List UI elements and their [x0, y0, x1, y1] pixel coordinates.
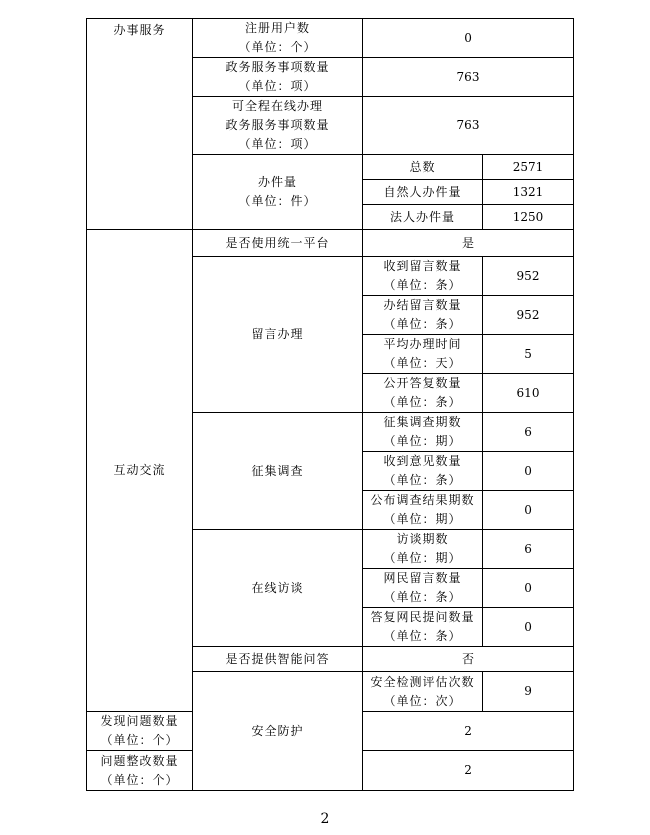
value-interview-periods: 6 — [483, 530, 574, 569]
value-cases-natural: 1321 — [483, 180, 574, 205]
section-title-interaction: 互动交流 — [87, 230, 193, 712]
value-security-checks: 9 — [483, 672, 574, 712]
section-title-security: 安全防护 — [193, 672, 363, 791]
value-messages-resolved: 952 — [483, 296, 574, 335]
table-row — [87, 19, 574, 58]
row-label-service-items: 政务服务事项数量 （单位：项） — [193, 58, 363, 97]
value-cases-total: 2571 — [483, 155, 574, 180]
value-smart-qa: 否 — [363, 647, 574, 672]
sub-label-cases-legal: 法人办件量 — [363, 205, 483, 230]
sub-label-interview-periods: 访谈期数 （单位：期） — [363, 530, 483, 569]
row-label-security-checks: 安全检测评估次数 （单位：次） — [363, 672, 483, 712]
row-label-registered-users: 注册用户数 （单位：个） — [193, 19, 363, 58]
sub-label-messages-avg-time: 平均办理时间 （单位：天） — [363, 335, 483, 374]
value-messages-received: 952 — [483, 257, 574, 296]
row-label-survey: 征集调查 — [193, 413, 363, 530]
row-label-cases: 办件量 （单位：件） — [193, 155, 363, 230]
sub-label-survey-opinions: 收到意见数量 （单位：条） — [363, 452, 483, 491]
value-online-items: 763 — [363, 97, 574, 155]
row-label-security-fixed: 问题整改数量 （单位：个） — [87, 751, 193, 791]
value-interview-messages: 0 — [483, 569, 574, 608]
row-label-messages: 留言办理 — [193, 257, 363, 413]
sub-label-messages-resolved: 办结留言数量 （单位：条） — [363, 296, 483, 335]
sub-label-cases-natural: 自然人办件量 — [363, 180, 483, 205]
sub-label-survey-periods: 征集调查期数 （单位：期） — [363, 413, 483, 452]
row-label-smart-qa: 是否提供智能问答 — [193, 647, 363, 672]
value-cases-legal: 1250 — [483, 205, 574, 230]
statistics-table — [86, 18, 574, 791]
value-survey-periods: 6 — [483, 413, 574, 452]
value-survey-opinions: 0 — [483, 452, 574, 491]
sub-label-messages-public-replies: 公开答复数量 （单位：条） — [363, 374, 483, 413]
row-label-interview: 在线访谈 — [193, 530, 363, 647]
value-messages-public-replies: 610 — [483, 374, 574, 413]
sub-label-survey-results: 公布调查结果期数 （单位：期） — [363, 491, 483, 530]
row-label-security-issues: 发现问题数量 （单位：个） — [87, 712, 193, 751]
sub-label-cases-total: 总数 — [363, 155, 483, 180]
value-registered-users: 0 — [363, 19, 574, 58]
row-label-online-items: 可全程在线办理 政务服务事项数量 （单位：项） — [193, 97, 363, 155]
sub-label-interview-messages: 网民留言数量 （单位：条） — [363, 569, 483, 608]
value-messages-avg-time: 5 — [483, 335, 574, 374]
row-label-unified-platform: 是否使用统一平台 — [193, 230, 363, 257]
sub-label-interview-answers: 答复网民提问数量 （单位：条） — [363, 608, 483, 647]
page-number: 2 — [320, 811, 330, 827]
value-survey-results: 0 — [483, 491, 574, 530]
sub-label-messages-received: 收到留言数量 （单位：条） — [363, 257, 483, 296]
value-service-items: 763 — [363, 58, 574, 97]
value-unified-platform: 是 — [363, 230, 574, 257]
value-interview-answers: 0 — [483, 608, 574, 647]
section-title-service: 办事服务 — [87, 19, 193, 230]
table-row — [87, 230, 574, 257]
value-security-issues: 2 — [363, 712, 574, 751]
value-security-fixed: 2 — [363, 751, 574, 791]
